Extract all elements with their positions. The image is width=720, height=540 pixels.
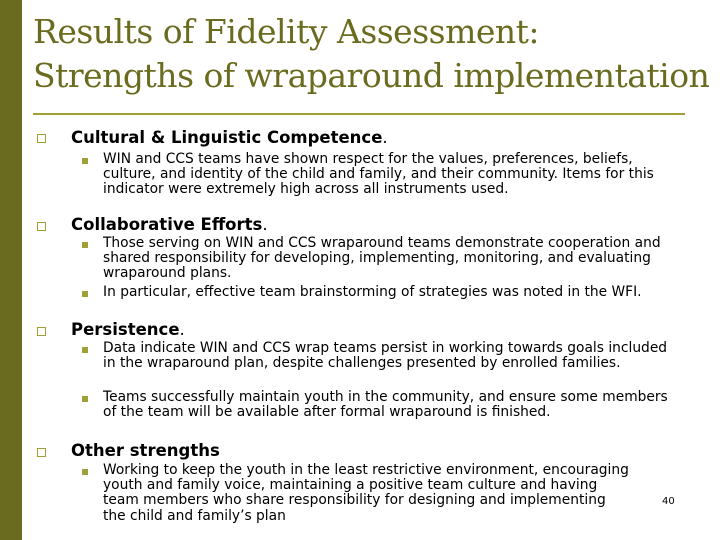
sub-bullet-icon	[82, 469, 88, 475]
heading-suffix: .	[262, 215, 268, 234]
section-bullet-icon	[37, 222, 46, 231]
section-heading-text: Cultural & Linguistic Competence	[71, 128, 383, 147]
bullet-text: WIN and CCS teams have shown respect for the values, preferences, beliefs, culture, and identity of the child and family, and their community. Items for this indicator were extremely high across all instruments used.	[103, 151, 654, 198]
title-divider	[33, 113, 685, 115]
heading-suffix: .	[382, 128, 388, 147]
bullet-text: Teams successfully maintain youth in the community, and ensure some members of the team will be available after formal wraparound is finished.	[103, 389, 668, 421]
sub-bullet-icon	[82, 158, 88, 164]
bullet-text: In particular, effective team brainstorming of strategies was noted in the WFI.	[103, 284, 642, 300]
page-number: 40	[662, 496, 675, 507]
section-heading	[71, 441, 220, 461]
sub-bullet-icon	[82, 242, 88, 248]
bullet-text: Working to keep the youth in the least restrictive environment, encouraging youth and family voice, maintaining a positive team culture and having team members who share responsibility for designing and implementing the child and family’s plan	[103, 462, 629, 524]
slide-title	[33, 10, 713, 98]
title-line-1: Results of Fidelity Assessment:	[33, 12, 540, 51]
section-heading	[71, 128, 388, 148]
section-heading-text: Collaborative Efforts	[71, 215, 263, 234]
section-bullet-icon	[37, 448, 46, 457]
section-heading	[71, 215, 268, 235]
section-heading-text: Other strengths	[71, 441, 220, 460]
section-heading	[71, 320, 185, 340]
sub-bullet-icon	[82, 396, 88, 402]
sub-bullet-icon	[82, 347, 88, 353]
section-bullet-icon	[37, 327, 46, 336]
bullet-text: Those serving on WIN and CCS wraparound teams demonstrate cooperation and shared responsibility for developing, implementing, monitoring, and evaluating wraparound plans.	[103, 235, 661, 282]
title-line-2: Strengths of wraparound implementation	[33, 56, 710, 95]
bullet-text: Data indicate WIN and CCS wrap teams persist in working towards goals included in the wraparound plan, despite challenges presented by enrolled families.	[103, 340, 668, 372]
left-accent-bar	[0, 0, 22, 540]
heading-suffix: .	[179, 320, 185, 339]
section-heading-text: Persistence	[71, 320, 180, 339]
sub-bullet-icon	[82, 291, 88, 297]
section-bullet-icon	[37, 134, 46, 143]
